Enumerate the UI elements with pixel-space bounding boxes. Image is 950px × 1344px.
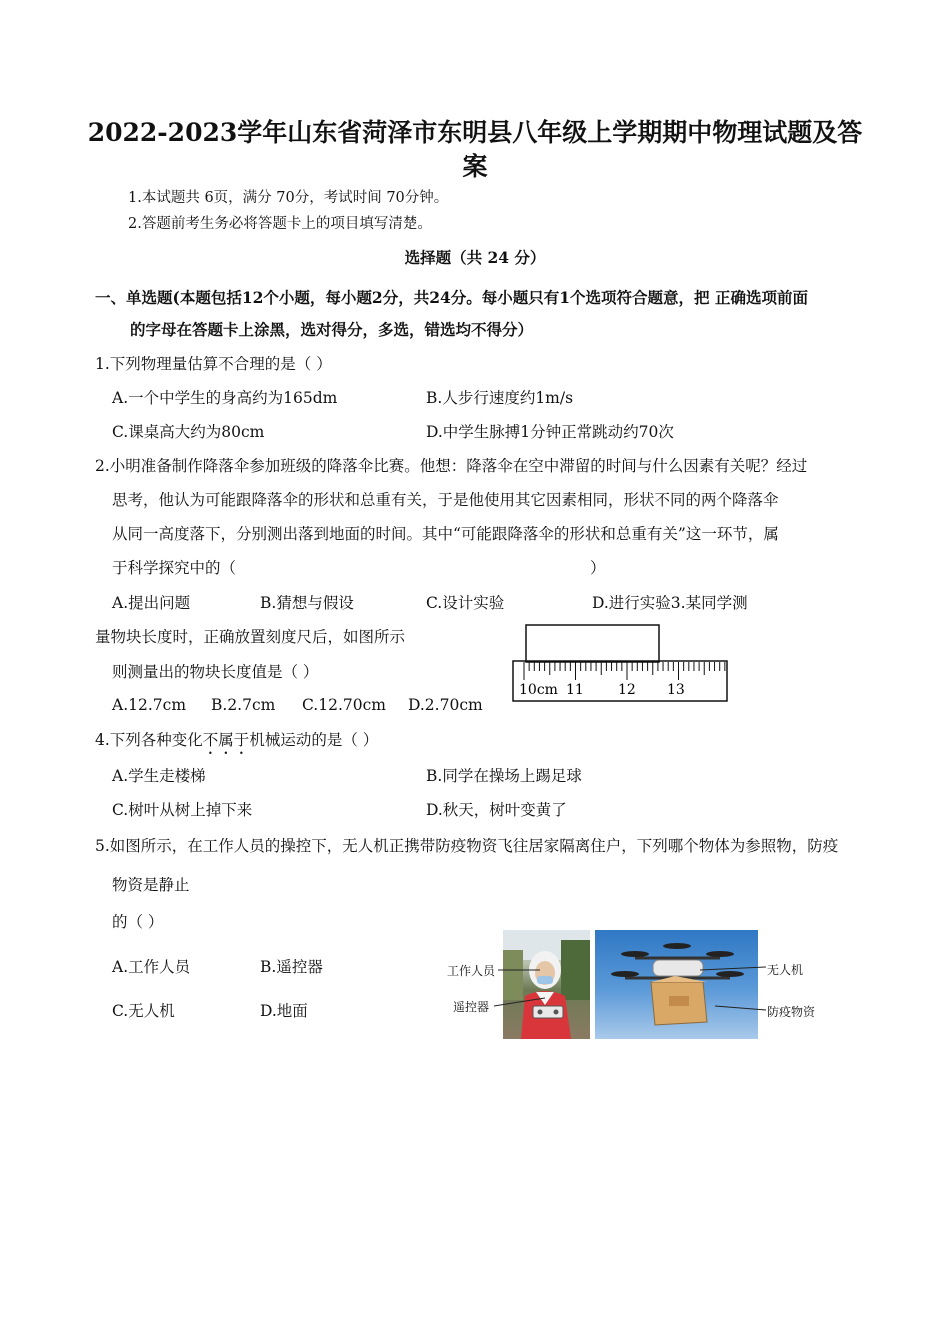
q5-line3: 的（ ） [112,913,164,931]
q4-stem [95,728,378,758]
ruler-figure [510,622,732,704]
q4-emphasis: 不属于 [202,731,250,749]
page-title-line1: 2022-2023学年山东省菏泽市东明县八年级上学期期中物理试题及答 [87,118,863,147]
q3-line2: 则测量出的物块长度值是（ ） [112,663,319,681]
note-1: 1.本试题共 6页，满分 70分，考试时间 70分钟。 [128,190,449,206]
label-remote: 遥控器 [453,1000,490,1014]
section-header: 选择题（共 24 分） [404,248,546,267]
part-intro-line1: 一、单选题(本题包括12个小题，每小题2分，共24分。每小题只有1个选项符合题意，把 正确选项前面 [95,288,808,307]
q4-option-a: A.学生走楼梯 [112,767,206,785]
leader-supplies [715,1006,766,1010]
q2-line1: 2.小明准备制作降落伞参加班级的降落伞比赛。他想：降落伞在空中滞留的时间与什么因素有关呢？经过 [95,457,808,475]
q3-option-b: B.2.7cm [211,696,276,714]
q4-option-b: B.同学在操场上踢足球 [426,767,582,785]
figure-leader-lines [440,940,770,1030]
label-worker: 工作人员 [447,964,496,978]
q3-option-d: D.2.70cm [408,696,483,714]
q5-line1: 5.如图所示，在工作人员的操控下，无人机正携带防疫物资飞往居家隔离住户，下列哪个物体为参照物，防疫 [95,837,839,855]
q5-line2: 物资是静止 [112,876,190,894]
q5-option-c: C.无人机 [112,1002,175,1020]
leader-drone [700,967,766,970]
ruler-label-13: 13 [667,682,685,698]
label-drone: 无人机 [767,963,804,977]
ruler-label-10: 10cm [519,682,558,698]
ruler-label-11: 11 [566,682,584,698]
q2-line2: 思考，他认为可能跟降落伞的形状和总重有关，于是他使用其它因素相同，形状不同的两个降落伞 [112,491,779,509]
q2-option-a: A.提出问题 [112,594,191,612]
q2-line4-end: ） [590,559,606,577]
q1-option-d: D.中学生脉搏1分钟正常跳动约70次 [426,423,674,441]
q5-option-b: B.遥控器 [260,958,323,976]
q4-stem-pre: 4.下列各种变化 [95,731,203,749]
q3-option-c: C.12.70cm [302,696,386,714]
ruler-label-12: 12 [618,682,636,698]
q1-option-a: A.一个中学生的身高约为165dm [112,389,338,407]
part-intro-line2: 的字母在答题卡上涂黑，选对得分，多选，错选均不得分） [130,320,534,339]
label-supplies: 防疫物资 [767,1005,816,1019]
q1-option-c: C.课桌高大约为80cm [112,423,265,441]
page-title-line2: 案 [462,152,488,181]
q2-option-c: C.设计实验 [426,594,505,612]
note-2: 2.答题前考生务必将答题卡上的项目填写清楚。 [128,216,432,232]
leader-remote [494,998,545,1006]
q4-option-d: D.秋天，树叶变黄了 [426,801,567,819]
q1-stem: 1.下列物理量估算不合理的是（ ） [95,355,332,373]
q2-option-d: D.进行实验3.某同学测 [592,594,748,612]
block [526,625,659,662]
q3-option-a: A.12.7cm [112,696,187,714]
q2-line4-start: 于科学探究中的（ [112,559,237,577]
q1-option-b: B.人步行速度约1m/s [426,389,574,407]
q5-option-d: D.地面 [260,1002,308,1020]
q4-stem-post: 机械运动的是（ ） [249,731,379,749]
q5-option-a: A.工作人员 [112,958,191,976]
q4-option-c: C.树叶从树上掉下来 [112,801,253,819]
q2-option-b: B.猜想与假设 [260,594,354,612]
q2-line3: 从同一高度落下，分别测出落到地面的时间。其中“可能跟降落伞的形状和总重有关”这一环节，属 [112,525,779,543]
q3-line1: 量物块长度时，正确放置刻度尺后，如图所示 [95,628,406,646]
